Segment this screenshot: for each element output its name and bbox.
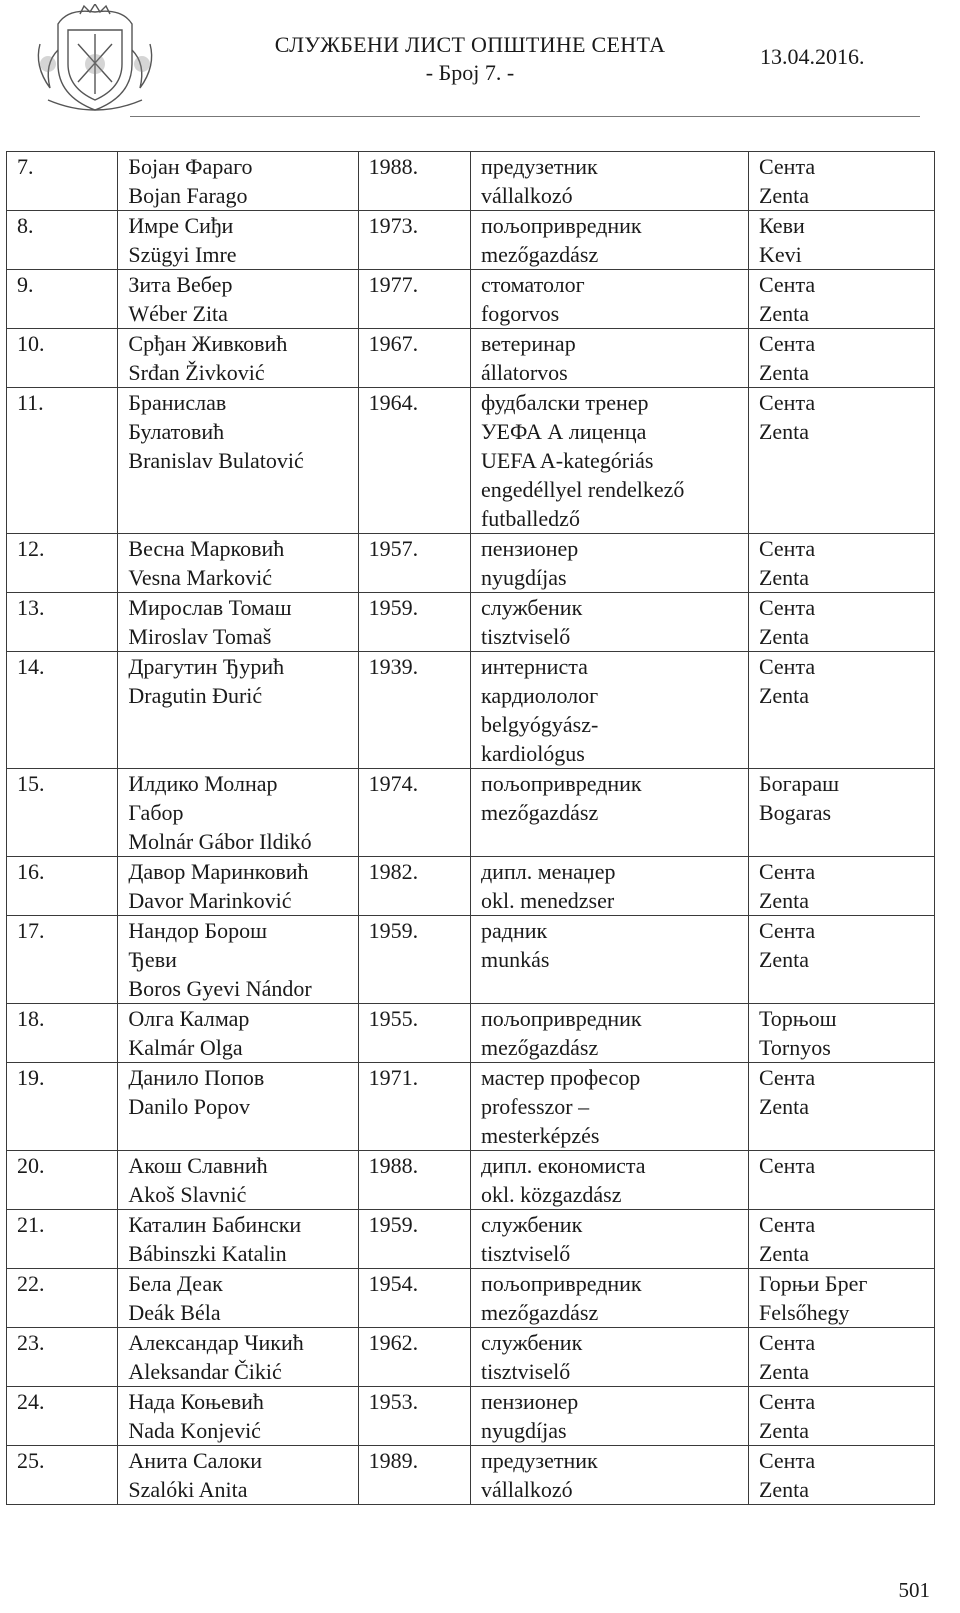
birth-year-cell: 1953. [358,1387,470,1446]
issue-date: 13.04.2016. [760,44,865,69]
candidate-name-line: Зита Вебер [128,272,233,297]
row-number-cell: 16. [7,857,118,916]
table-row [7,652,935,769]
occupation-cell [470,916,748,1004]
candidate-name-cell [118,1269,358,1328]
occupation-cell [470,329,748,388]
candidate-name-line: Габор [128,800,184,825]
residence-cell [748,270,934,329]
occupation-line: mezőgazdász [480,1300,599,1325]
candidate-name-line: Boros Gyevi Nándor [128,976,312,1001]
occupation-line: пензионер [480,536,579,561]
table-row [7,388,935,534]
candidate-name-cell [118,916,358,1004]
page-number: 501 [898,1578,930,1602]
residence-line: Сента [758,1065,816,1090]
row-number-cell: 19. [7,1063,118,1151]
occupation-line: nyugdíjas [480,1418,567,1443]
row-number-cell: 10. [7,329,118,388]
residence-line: Zenta [758,1241,810,1266]
occupation-cell [470,534,748,593]
occupation-line: engedéllyel rendelkező [480,477,685,502]
residence-line: Zenta [758,888,810,913]
table-row [7,1269,935,1328]
residence-line: Zenta [758,1359,810,1384]
occupation-line: пољопривредник [480,771,642,796]
occupation-line: предузетник [480,1448,598,1473]
residence-line: Сента [758,1153,816,1178]
residence-cell [748,857,934,916]
table-row [7,593,935,652]
candidate-name-line: Бранислав [128,390,227,415]
occupation-line: предузетник [480,154,598,179]
occupation-line: okl. közgazdász [480,1182,622,1207]
occupation-line: kardiológus [480,741,585,766]
candidate-name-cell [118,534,358,593]
candidate-name-line: Олга Калмар [128,1006,250,1031]
residence-line: Zenta [758,624,810,649]
candidate-name-cell [118,1063,358,1151]
occupation-line: tisztviselő [480,624,571,649]
residence-cell [748,916,934,1004]
occupation-line: службеник [480,1212,583,1237]
birth-year-cell: 1988. [358,152,470,211]
table-row [7,857,935,916]
occupation-line: professzor – [480,1094,590,1119]
residence-line: Zenta [758,683,810,708]
table-row [7,769,935,857]
candidate-name-line: Каталин Бабински [128,1212,302,1237]
residence-cell [748,329,934,388]
journal-title: СЛУЖБЕНИ ЛИСТ ОПШТИНЕ СЕНТА [274,32,666,57]
table-row [7,534,935,593]
row-number-cell: 18. [7,1004,118,1063]
occupation-cell [470,1151,748,1210]
residence-cell [748,1446,934,1505]
birth-year-cell: 1989. [358,1446,470,1505]
residence-line: Сента [758,1330,816,1355]
birth-year-cell: 1954. [358,1269,470,1328]
header-divider [130,116,920,117]
occupation-line: пензионер [480,1389,579,1414]
table-row [7,1210,935,1269]
candidate-name-cell [118,1387,358,1446]
residence-line: Tornyos [758,1035,831,1060]
occupation-line: belgyógyász- [480,712,599,737]
candidate-name-line: Molnár Gábor Ildikó [128,829,312,854]
candidate-name-line: Анита Салоки [128,1448,263,1473]
candidate-table-body [7,152,935,1505]
candidate-name-cell [118,211,358,270]
candidate-name-line: Miroslav Tomaš [128,624,272,649]
residence-cell [748,211,934,270]
occupation-line: fogorvos [480,301,560,326]
row-number-cell: 22. [7,1269,118,1328]
candidate-name-line: Данило Попов [128,1065,265,1090]
occupation-line: mezőgazdász [480,1035,599,1060]
occupation-cell [470,1446,748,1505]
residence-cell [748,593,934,652]
occupation-line: futballedző [480,506,580,531]
candidate-name-line: Бела Деак [128,1271,223,1296]
candidate-name-cell [118,1446,358,1505]
occupation-cell [470,388,748,534]
candidate-name-line: Bábinszki Katalin [128,1241,287,1266]
residence-line: Сента [758,1212,816,1237]
occupation-line: дипл. економиста [480,1153,646,1178]
occupation-line: пољопривредник [480,1006,642,1031]
residence-line: Zenta [758,565,810,590]
row-number-cell: 9. [7,270,118,329]
birth-year-cell: 1988. [358,1151,470,1210]
candidate-name-line: Давор Маринковић [128,859,309,884]
table-row [7,1004,935,1063]
occupation-line: tisztviselő [480,1359,571,1384]
occupation-line: állatorvos [480,360,568,385]
occupation-cell [470,1328,748,1387]
occupation-line: UEFA A-kategóriás [480,448,654,473]
table-row [7,1151,935,1210]
candidate-name-line: Dragutin Đurić [128,683,263,708]
occupation-cell [470,1387,748,1446]
candidate-name-line: Danilo Popov [128,1094,251,1119]
row-number-cell: 7. [7,152,118,211]
candidate-name-line: Deák Béla [128,1300,221,1325]
row-number-cell: 24. [7,1387,118,1446]
residence-line: Сента [758,154,816,179]
occupation-line: okl. menedzser [480,888,615,913]
page-header [0,0,960,125]
candidate-name-line: Мирослав Томаш [128,595,292,620]
table-row [7,1328,935,1387]
occupation-line: munkás [480,947,550,972]
birth-year-cell: 1964. [358,388,470,534]
candidate-name-cell [118,769,358,857]
candidate-name-cell [118,1328,358,1387]
residence-line: Сента [758,536,816,561]
residence-line: Bogaras [758,800,832,825]
table-row [7,152,935,211]
birth-year-cell: 1957. [358,534,470,593]
issue-number: - Број 7. - [425,60,515,85]
candidate-name-cell [118,270,358,329]
occupation-cell [470,593,748,652]
row-number-cell: 12. [7,534,118,593]
birth-year-cell: 1955. [358,1004,470,1063]
row-number-cell: 25. [7,1446,118,1505]
residence-line: Сента [758,1389,816,1414]
residence-line: Сента [758,331,816,356]
residence-line: Сента [758,1448,816,1473]
table-row [7,916,935,1004]
residence-cell [748,1387,934,1446]
table-row [7,1446,935,1505]
candidate-name-line: Akoš Slavnić [128,1182,247,1207]
residence-cell [748,1328,934,1387]
row-number-cell: 14. [7,652,118,769]
occupation-cell [470,769,748,857]
residence-line: Zenta [758,1477,810,1502]
candidate-name-line: Бојан Фараго [128,154,253,179]
residence-line: Zenta [758,360,810,385]
residence-line: Kevi [758,242,802,267]
table-row [7,270,935,329]
occupation-line: nyugdíjas [480,565,567,590]
candidate-name-line: Ђеви [128,947,177,972]
occupation-line: службеник [480,1330,583,1355]
table-row [7,211,935,270]
candidate-name-cell [118,652,358,769]
candidate-name-line: Илдико Молнар [128,771,278,796]
candidate-name-line: Весна Марковић [128,536,285,561]
candidate-name-line: Kalmár Olga [128,1035,243,1060]
candidate-name-line: Bojan Farago [128,183,248,208]
occupation-line: vállalkozó [480,1477,573,1502]
occupation-line: радник [480,918,548,943]
residence-line: Zenta [758,1094,810,1119]
candidate-name-line: Драгутин Ђурић [128,654,285,679]
birth-year-cell: 1973. [358,211,470,270]
occupation-line: mesterképzés [480,1123,600,1148]
residence-line: Сента [758,859,816,884]
row-number-cell: 11. [7,388,118,534]
candidate-name-line: Имре Сиђи [128,213,234,238]
occupation-line: фудбалски тренер [480,390,649,415]
candidate-name-line: Davor Marinković [128,888,292,913]
row-number-cell: 23. [7,1328,118,1387]
row-number-cell: 21. [7,1210,118,1269]
residence-line: Сента [758,918,816,943]
residence-cell [748,1210,934,1269]
occupation-line: mezőgazdász [480,242,599,267]
candidate-name-line: Нада Коњевић [128,1389,264,1414]
residence-cell [748,534,934,593]
occupation-cell [470,270,748,329]
candidate-name-cell [118,1210,358,1269]
residence-line: Богараш [758,771,840,796]
residence-cell [748,1004,934,1063]
candidate-name-line: Александар Чикић [128,1330,304,1355]
candidate-name-line: Nada Konjević [128,1418,261,1443]
candidate-name-line: Wéber Zita [128,301,228,326]
occupation-line: УЕФА А лиценца [480,419,647,444]
residence-line: Горњи Брег [758,1271,868,1296]
birth-year-cell: 1959. [358,1210,470,1269]
candidate-name-cell [118,857,358,916]
residence-line: Сента [758,595,816,620]
row-number-cell: 17. [7,916,118,1004]
candidate-name-line: Srđan Živković [128,360,265,385]
residence-line: Сента [758,390,816,415]
table-row [7,329,935,388]
occupation-cell [470,652,748,769]
candidate-name-line: Нандор Борош [128,918,268,943]
birth-year-cell: 1967. [358,329,470,388]
occupation-line: службеник [480,595,583,620]
residence-line: Zenta [758,947,810,972]
candidate-table [6,151,935,1505]
candidate-name-cell [118,329,358,388]
birth-year-cell: 1962. [358,1328,470,1387]
occupation-cell [470,1210,748,1269]
residence-line: Zenta [758,1418,810,1443]
occupation-line: mezőgazdász [480,800,599,825]
occupation-line: интерниста [480,654,588,679]
residence-line: Кеви [758,213,805,238]
candidate-name-line: Szalóki Anita [128,1477,248,1502]
candidate-name-line: Aleksandar Čikić [128,1359,282,1384]
candidate-name-line: Акош Славнић [128,1153,268,1178]
occupation-cell [470,1063,748,1151]
residence-cell [748,1269,934,1328]
residence-cell [748,1063,934,1151]
occupation-cell [470,1004,748,1063]
occupation-line: пољопривредник [480,213,642,238]
candidate-name-line: Vesna Marković [128,565,272,590]
municipality-crest-icon [28,4,163,116]
candidate-name-line: Булатовић [128,419,225,444]
birth-year-cell: 1959. [358,593,470,652]
occupation-line: пољопривредник [480,1271,642,1296]
occupation-line: мастер професор [480,1065,641,1090]
residence-cell [748,152,934,211]
occupation-cell [470,211,748,270]
residence-cell [748,388,934,534]
residence-line: Zenta [758,419,810,444]
residence-line: Zenta [758,301,810,326]
occupation-line: tisztviselő [480,1241,571,1266]
occupation-line: ветеринар [480,331,576,356]
candidate-name-line: Branislav Bulatović [128,448,304,473]
birth-year-cell: 1959. [358,916,470,1004]
candidate-name-line: Szügyi Imre [128,242,237,267]
residence-line: Сента [758,272,816,297]
candidate-name-cell [118,388,358,534]
candidate-name-cell [118,152,358,211]
occupation-cell [470,152,748,211]
residence-line: Zenta [758,183,810,208]
residence-line: Felsőhegy [758,1300,850,1325]
residence-line: Сента [758,654,816,679]
birth-year-cell: 1977. [358,270,470,329]
occupation-cell [470,857,748,916]
row-number-cell: 15. [7,769,118,857]
occupation-line: кардиололог [480,683,599,708]
table-row [7,1063,935,1151]
residence-cell [748,1151,934,1210]
table-row [7,1387,935,1446]
birth-year-cell: 1982. [358,857,470,916]
row-number-cell: 8. [7,211,118,270]
birth-year-cell: 1974. [358,769,470,857]
residence-cell [748,769,934,857]
residence-line: Торњош [758,1006,837,1031]
residence-cell [748,652,934,769]
occupation-line: стоматолог [480,272,585,297]
birth-year-cell: 1971. [358,1063,470,1151]
candidate-name-line: Срђан Живковић [128,331,288,356]
occupation-line: vállalkozó [480,183,573,208]
candidate-name-cell [118,1151,358,1210]
candidate-name-cell [118,593,358,652]
row-number-cell: 20. [7,1151,118,1210]
occupation-cell [470,1269,748,1328]
candidate-name-cell [118,1004,358,1063]
occupation-line: дипл. менаџер [480,859,616,884]
birth-year-cell: 1939. [358,652,470,769]
row-number-cell: 13. [7,593,118,652]
